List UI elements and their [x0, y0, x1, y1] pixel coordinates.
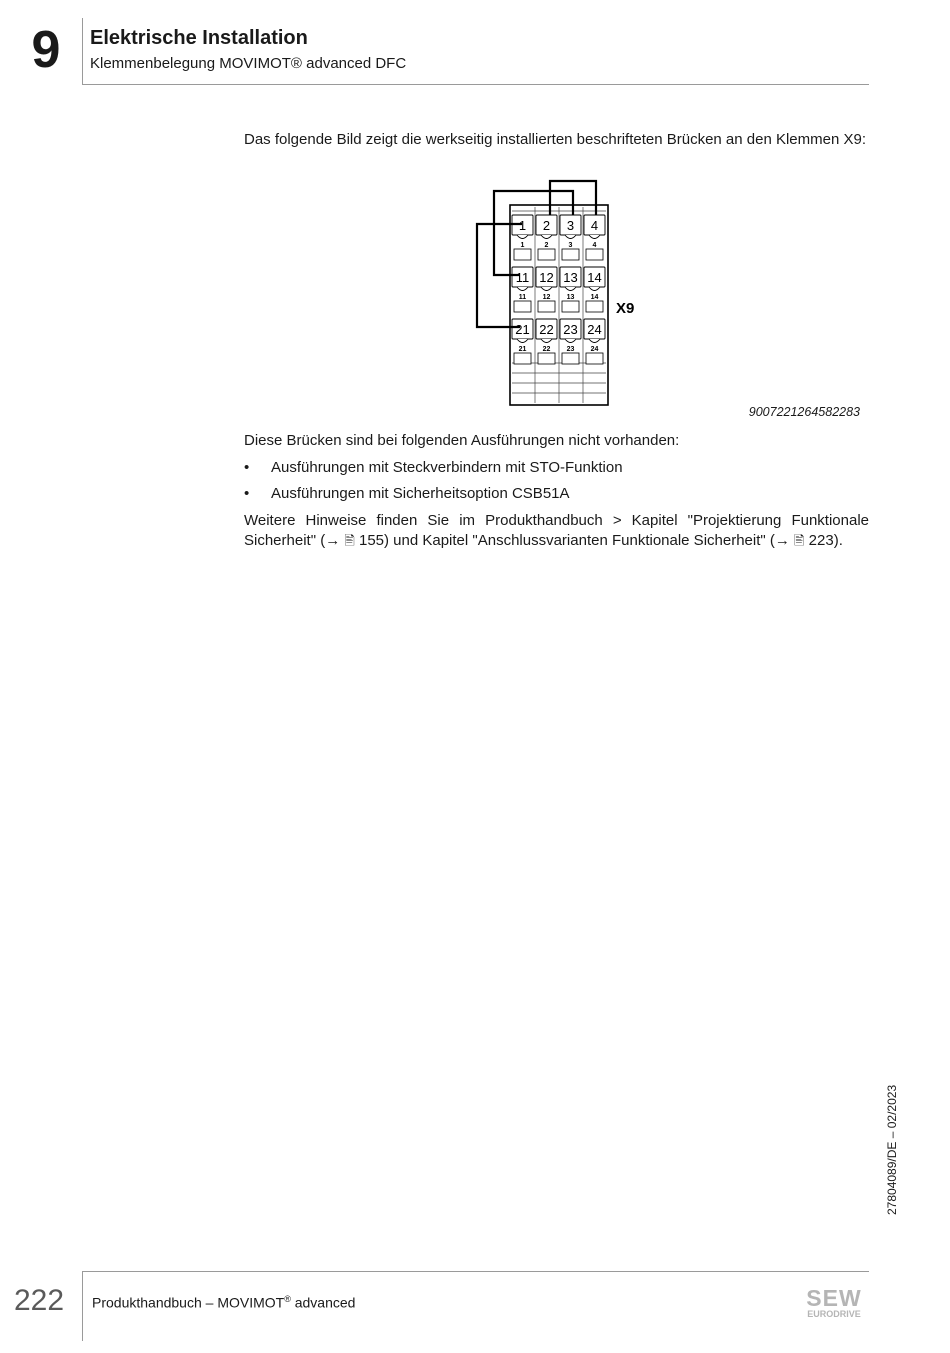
terminal-wire-entry: [538, 249, 555, 260]
footer-divider-vertical: [82, 1271, 83, 1341]
terminal-marker-13: 13: [566, 294, 575, 301]
terminal-marker-3: 3: [568, 242, 573, 249]
terminal-wire-entry: [514, 301, 531, 312]
terminal-wire-entry: [586, 249, 603, 260]
footer-title: Produkthandbuch – MOVIMOT® advanced: [92, 1294, 356, 1311]
figure-id: 9007221264582283: [748, 405, 860, 419]
terminal-spring-clip: [589, 339, 600, 343]
page-reference-icon: 🖹: [794, 533, 805, 548]
terminal-number-1: 1: [518, 218, 527, 233]
terminal-wire-entry: [562, 249, 579, 260]
terminal-spring-clip: [589, 287, 600, 291]
terminal-spring-clip: [589, 235, 600, 239]
footer-divider-horizontal: [82, 1271, 869, 1272]
terminal-spring-clip: [565, 339, 576, 343]
terminal-marker-21: 21: [518, 346, 527, 353]
header-divider-vertical: [82, 18, 83, 84]
header-divider-horizontal: [82, 84, 869, 85]
logo-text-eurodrive: EURODRIVE: [807, 1309, 861, 1319]
list-item: • Ausführungen mit Steckverbindern mit STO-Funktion: [244, 458, 869, 478]
section-subtitle: Klemmenbelegung MOVIMOT® advanced DFC: [90, 55, 407, 72]
terminal-spring-clip: [541, 287, 552, 291]
terminal-marker-12: 12: [542, 294, 551, 301]
terminal-spring-clip: [541, 339, 552, 343]
terminal-marker-2: 2: [544, 242, 549, 249]
terminal-spring-clip: [517, 339, 528, 343]
note-text: Weitere Hinweise finden Sie im Produkthandbuch > Kapitel "Projektierung Funktionale Sicherheit" (→: [244, 512, 869, 549]
document-code: 27804089/DE – 02/2023: [885, 1084, 899, 1215]
terminal-marker-11: 11: [518, 294, 527, 301]
chapter-title: Elektrische Installation: [90, 27, 308, 49]
terminal-number-14: 14: [587, 270, 602, 285]
list-item: • Ausführungen mit Sicherheitsoption CSB51A: [244, 484, 869, 504]
terminal-number-2: 2: [542, 218, 551, 233]
terminal-marker-4: 4: [592, 242, 597, 249]
terminal-wire-entry: [562, 301, 579, 312]
terminal-spring-clip: [565, 235, 576, 239]
terminal-wire-entry: [586, 301, 603, 312]
terminal-wire-entry: [538, 353, 555, 364]
terminal-x9-diagram: [470, 175, 650, 410]
reference-note: [244, 511, 869, 551]
terminal-number-12: 12: [539, 270, 554, 285]
terminal-number-22: 22: [539, 322, 554, 337]
terminal-cells: [512, 215, 605, 364]
terminal-label-x9: X9: [616, 300, 635, 317]
terminal-wire-entry: [562, 353, 579, 364]
logo-text-sew: SEW: [806, 1285, 862, 1311]
terminal-spring-clip: [541, 235, 552, 239]
absent-bridges-paragraph: Diese Brücken sind bei folgenden Ausführungen nicht vorhanden:: [244, 432, 680, 449]
chapter-number: 9: [31, 21, 61, 79]
page-reference-link[interactable]: 155: [358, 532, 385, 549]
sew-eurodrive-logo: [798, 1285, 870, 1321]
terminal-number-23: 23: [563, 322, 578, 337]
terminal-marker-22: 22: [542, 346, 551, 353]
page-number: 222: [14, 1284, 65, 1317]
variant-list: [244, 458, 869, 510]
terminal-number-24: 24: [587, 322, 602, 337]
note-text: ).: [833, 532, 843, 549]
terminal-spring-clip: [565, 287, 576, 291]
terminal-number-13: 13: [563, 270, 578, 285]
terminal-wire-entry: [514, 353, 531, 364]
terminal-number-4: 4: [590, 218, 599, 233]
terminal-marker-14: 14: [590, 294, 599, 301]
terminal-wire-entry: [514, 249, 531, 260]
intro-paragraph: Das folgende Bild zeigt die werkseitig installierten beschrifteten Brücken an den Klemmen X9:: [244, 131, 867, 148]
terminal-wire-entry: [586, 353, 603, 364]
terminal-number-11: 11: [515, 270, 530, 285]
terminal-marker-1: 1: [520, 242, 525, 249]
terminal-marker-24: 24: [590, 346, 599, 353]
terminal-wire-entry: [538, 301, 555, 312]
terminal-number-3: 3: [566, 218, 575, 233]
note-text: ) und Kapitel "Anschlussvarianten Funktionale Sicherheit" (→: [384, 532, 795, 549]
page-reference-icon: 🖹: [344, 533, 355, 548]
terminal-number-21: 21: [515, 322, 530, 337]
terminal-spring-clip: [517, 235, 528, 239]
page-reference-link[interactable]: 223: [808, 532, 834, 549]
terminal-marker-23: 23: [566, 346, 575, 353]
terminal-spring-clip: [517, 287, 528, 291]
